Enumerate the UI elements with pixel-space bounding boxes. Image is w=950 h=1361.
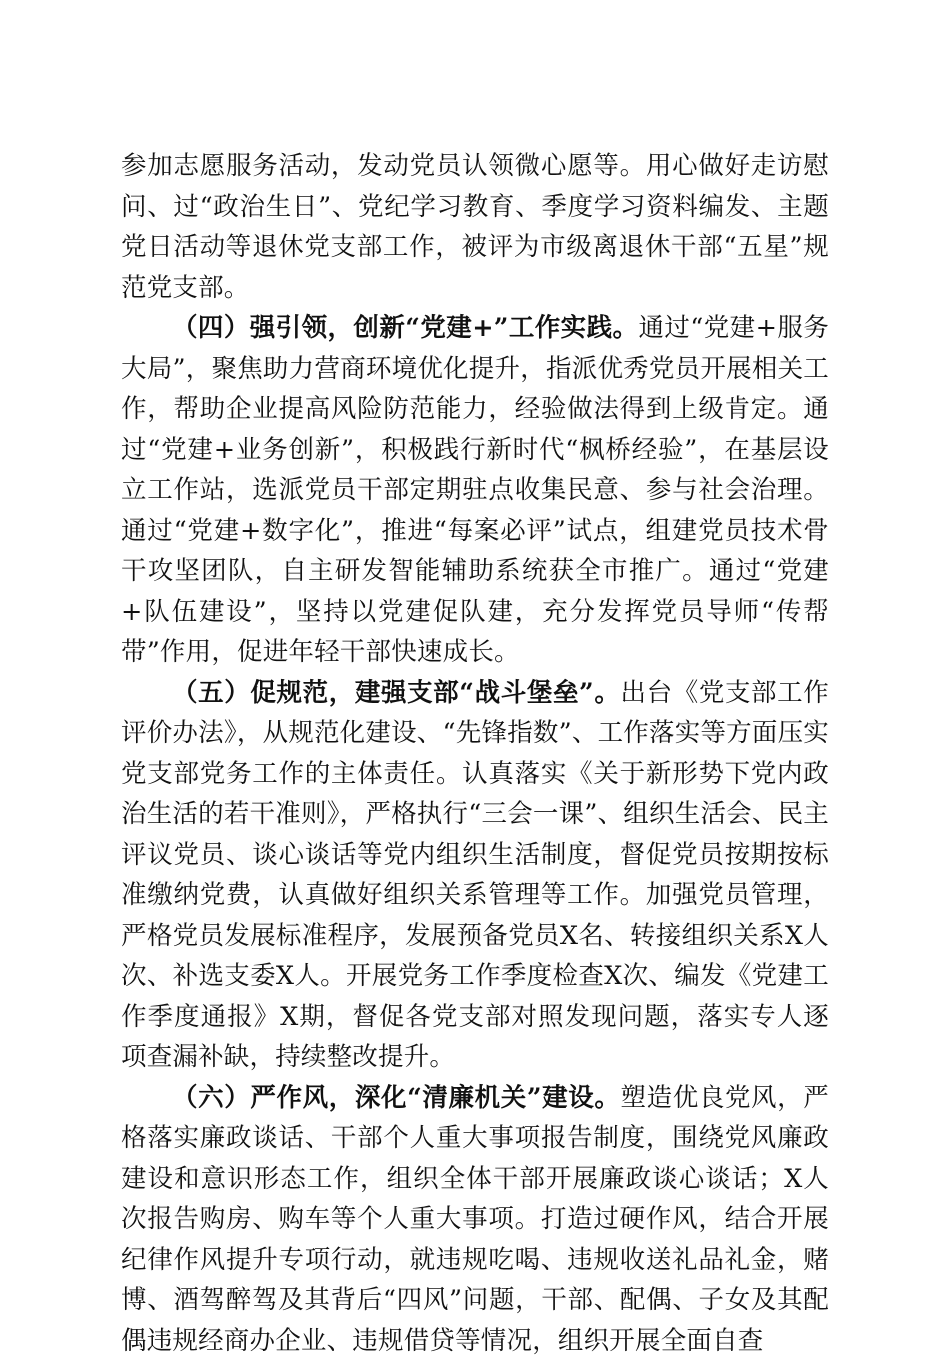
section-heading: （五）促规范，建强支部“战斗堡垒”。 (172, 678, 620, 708)
section-heading: （四）强引领，创新“党建+”工作实践。 (172, 313, 638, 343)
section-heading: （六）严作风，深化“清廉机关”建设。 (172, 1083, 620, 1113)
paragraph-body: 出台《党支部工作评价办法》，从规范化建设、“先锋指数”、工作落实等方面压实党支部党务工作的主体责任。认真落实《关于新形势下党内政治生活的若干准则》，严格执行“三会一课”、组织生活会、民主评议党员、谈心谈话等党内组织生活制度，督促党员按期按标准缴纳党费，认真做好组织关系管理等工作。加强党员管理，严格党员发展标准程序，发展预备党员X名、转接组织关系X人次、补选支委X人。开展党务工作季度检查X次、编发《党建工作季度通报》X期，督促各党支部对照发现问题，落实专人逐项查漏补缺，持续整改提升。 (121, 678, 829, 1073)
paragraph-section-6 (121, 1078, 829, 1361)
paragraph-section-5 (121, 673, 829, 1078)
paragraph-body: 参加志愿服务活动，发动党员认领微心愿等。用心做好走访慰问、过“政治生日”、党纪学习教育、季度学习资料编发、主题党日活动等退休党支部工作，被评为市级离退休干部“五星”规范党支部。 (121, 151, 829, 303)
paragraph-volunteer-service (121, 146, 829, 308)
paragraph-body: 通过“党建+服务大局”，聚焦助力营商环境优化提升，指派优秀党员开展相关工作，帮助企业提高风险防范能力，经验做法得到上级肯定。通过“党建+业务创新”，积极践行新时代“枫桥经验”，在基层设立工作站，选派党员干部定期驻点收集民意、参与社会治理。通过“党建+数字化”，推进“每案必评”试点，组建党员技术骨干攻坚团队，自主研发智能辅助系统获全市推广。通过“党建+队伍建设”，坚持以党建促队建，充分发挥党员导师“传帮带”作用，促进年轻干部快速成长。 (121, 313, 829, 667)
document-body (121, 146, 829, 1361)
paragraph-body: 塑造优良党风，严格落实廉政谈话、干部个人重大事项报告制度，围绕党风廉政建设和意识形态工作，组织全体干部开展廉政谈心谈话；X人次报告购房、购车等个人重大事项。打造过硬作风，结合开展纪律作风提升专项行动，就违规吃喝、违规收送礼品礼金，赌博、酒驾醉驾及其背后“四风”问题，干部、配偶、子女及其配偶违规经商办企业、违规借贷等情况，组织开展全面自查 (121, 1083, 829, 1356)
paragraph-section-4 (121, 308, 829, 673)
